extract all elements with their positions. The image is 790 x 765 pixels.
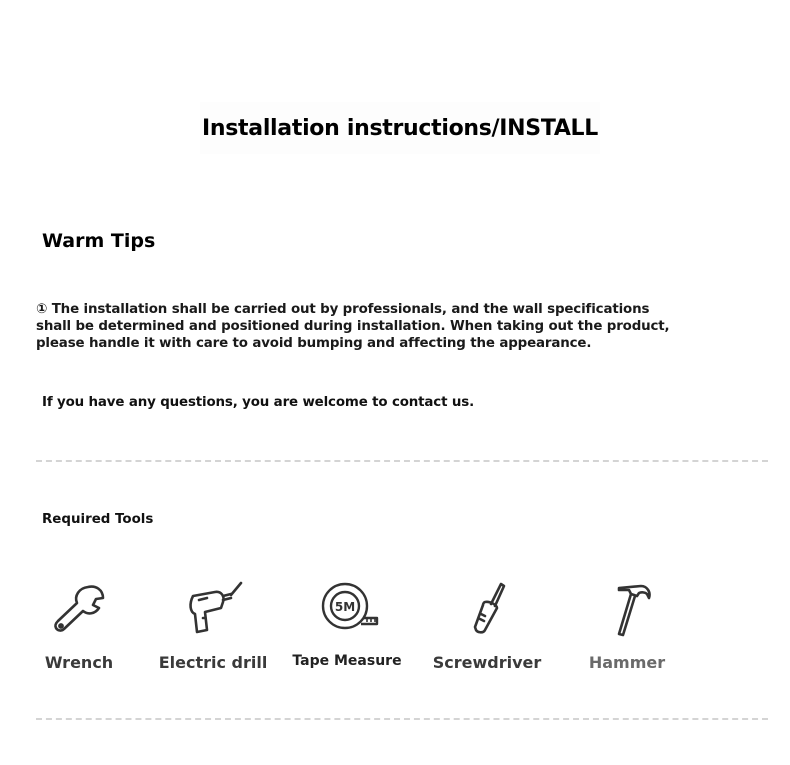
tips-paragraph: ① The installation shall be carried out by professionals, and the wall specifications shall be determined and positioned during installation. When taking out the product, please handle it with care to avoid bumping and affecting the appearance. <box>36 302 670 351</box>
warm-tips-heading: Warm Tips <box>42 230 156 252</box>
wrench-icon <box>47 578 111 642</box>
tool-wrench <box>14 578 144 678</box>
tool-label: Wrench <box>44 653 114 672</box>
hammer-icon <box>595 578 659 642</box>
tool-tape-measure <box>282 578 412 678</box>
contact-note: If you have any questions, you are welcome to contact us. <box>42 395 475 410</box>
electric-drill-icon <box>181 578 245 642</box>
required-tools-heading: Required Tools <box>42 512 154 527</box>
screwdriver-icon <box>455 578 519 642</box>
page-title: Installation instructions/INSTALL <box>200 102 600 154</box>
divider-top <box>36 460 768 462</box>
tool-hammer <box>562 578 692 678</box>
tool-screwdriver <box>422 578 552 678</box>
tool-label: Hammer <box>588 653 666 672</box>
divider-bottom <box>36 718 768 720</box>
tool-label: Electric drill <box>158 653 268 672</box>
tool-electric-drill <box>148 578 278 678</box>
tool-label: Screwdriver <box>432 653 542 672</box>
tool-label: Tape Measure <box>292 653 402 669</box>
tape-measure-icon <box>315 578 379 642</box>
tape-measure-marking: 5M <box>334 600 356 614</box>
